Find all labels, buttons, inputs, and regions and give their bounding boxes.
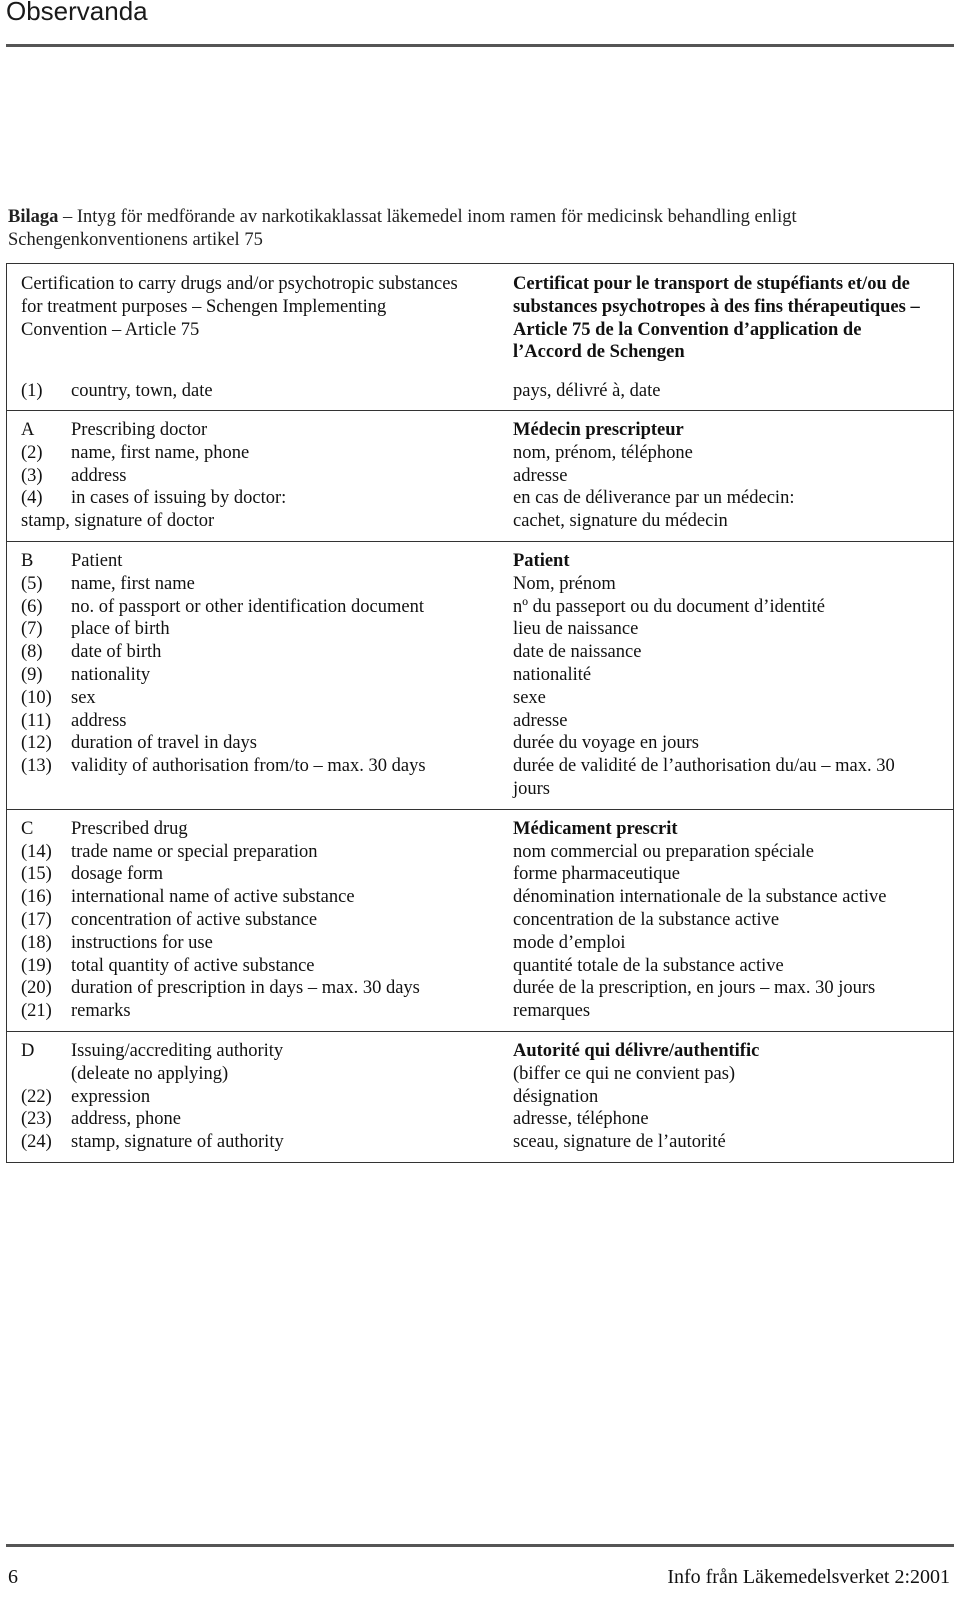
field-label-french: durée du voyage en jours — [513, 733, 699, 754]
field-label-french: durée de validité de l’authorisation du/au – max. 30 jours — [513, 756, 895, 799]
form-section — [7, 1031, 953, 1162]
field-number: (6) — [21, 596, 43, 617]
field-label-french: en cas de déliverance par un médecin: — [513, 488, 795, 509]
field-number: (12) — [21, 733, 52, 754]
section-heading-french: Médecin prescripteur — [513, 419, 684, 440]
field-label-english: place of birth — [71, 619, 170, 640]
field-number: B — [21, 550, 34, 571]
form-field-row — [21, 909, 953, 932]
field-label-french: (biffer ce qui ne convient pas) — [513, 1063, 736, 1084]
form-field-row — [21, 863, 953, 886]
section-heading-english: Prescribed drug — [71, 818, 188, 839]
form-header — [7, 264, 953, 371]
field-label-english: nationality — [71, 664, 151, 685]
form-section — [7, 541, 953, 809]
field-label-english: trade name or special preparation — [71, 841, 318, 862]
field-number: (3) — [21, 465, 43, 486]
section-heading-english: Issuing/accrediting authority — [71, 1040, 284, 1061]
field-label-french: mode d’emploi — [513, 932, 626, 953]
section-heading-row — [21, 550, 953, 573]
field-number: (14) — [21, 841, 52, 862]
field-label-french: nationalité — [513, 664, 592, 685]
publication-name: Info från Läkemedelsverket 2:2001 — [667, 1566, 950, 1588]
field-label-english: validity of authorisation from/to – max. 30 days — [71, 756, 426, 777]
field-label-english: country, town, date — [71, 381, 213, 402]
field-label-french: remarques — [513, 1001, 591, 1022]
field-number: (7) — [21, 619, 43, 640]
field-label-french: désignation — [513, 1086, 599, 1107]
form-field-row — [21, 755, 953, 801]
field-label-english: address — [71, 710, 127, 731]
form-section — [7, 371, 953, 410]
field-number — [21, 1063, 71, 1086]
top-rule — [6, 44, 954, 47]
field-label-french: nº du passeport ou du document d’identité — [513, 596, 825, 617]
field-label-french: forme pharmaceutique — [513, 864, 680, 885]
field-label-french: quantité totale de la substance active — [513, 955, 784, 976]
field-label-english: address, phone — [71, 1109, 181, 1130]
form-field-row — [21, 977, 953, 1000]
form-field-row — [21, 841, 953, 864]
field-label-english: total quantity of active substance — [71, 955, 315, 976]
field-number: (21) — [21, 1001, 52, 1022]
form-title-english: Certification to carry drugs and/or psychotropic substances for treatment purposes – Schengen Implementing Convention – Article 75 — [21, 274, 458, 340]
field-number: C — [21, 818, 34, 839]
field-number: (8) — [21, 642, 43, 663]
field-label-french: sceau, signature de l’autorité — [513, 1132, 726, 1153]
section-heading-row — [21, 818, 953, 841]
field-number: (4) — [21, 488, 43, 509]
field-label-french: dénomination internationale de la substance active — [513, 887, 887, 908]
form-field-row — [21, 1086, 953, 1109]
form-field-row — [21, 886, 953, 909]
field-number: (23) — [21, 1109, 52, 1130]
field-label-english: (deleate no applying) — [71, 1063, 229, 1084]
field-number: (16) — [21, 887, 52, 908]
field-label-english: date of birth — [71, 642, 162, 663]
field-number: (1) — [21, 381, 43, 402]
section-heading-english: Patient — [71, 550, 123, 571]
field-label-english: stamp, signature of authority — [71, 1132, 284, 1153]
field-label-english: concentration of active substance — [71, 909, 318, 930]
form-field-row — [21, 1108, 953, 1131]
field-number: (22) — [21, 1086, 52, 1107]
field-number: (2) — [21, 442, 43, 463]
field-label-french: adresse, téléphone — [513, 1109, 649, 1130]
field-number: (13) — [21, 756, 52, 777]
form-field-row — [21, 732, 953, 755]
field-label-english: remarks — [71, 1001, 131, 1022]
form-field-row — [21, 955, 953, 978]
form-field-row — [21, 487, 953, 510]
form-field-row — [21, 573, 953, 596]
field-label-english: name, first name, phone — [71, 442, 250, 463]
field-label-english: no. of passport or other identification document — [71, 596, 424, 617]
field-label-french: cachet, signature du médecin — [513, 511, 728, 532]
field-label-french: adresse — [513, 465, 568, 486]
form-field-row — [21, 932, 953, 955]
field-number: (5) — [21, 573, 43, 594]
section-heading-row — [21, 419, 953, 442]
field-label-english: stamp, signature of doctor — [21, 511, 215, 532]
field-number: (19) — [21, 955, 52, 976]
intro-paragraph — [8, 206, 956, 252]
form-field-row — [21, 465, 953, 488]
field-label-english: duration of travel in days — [71, 733, 257, 754]
form-field-row — [21, 596, 953, 619]
field-number: (24) — [21, 1132, 52, 1153]
section-heading-row — [21, 1040, 953, 1063]
form-field-row — [21, 1063, 953, 1086]
field-number: (10) — [21, 687, 52, 708]
page-number: 6 — [8, 1566, 18, 1588]
field-label-french: nom commercial ou preparation spéciale — [513, 841, 815, 862]
field-number: (9) — [21, 664, 43, 685]
field-label-english: duration of prescription in days – max. 30 days — [71, 978, 420, 999]
field-label-english: instructions for use — [71, 932, 213, 953]
form-field-row — [21, 710, 953, 733]
section-heading-french: Autorité qui délivre/authentific — [513, 1040, 760, 1061]
field-label-french: date de naissance — [513, 642, 642, 663]
form-field-row — [21, 510, 953, 533]
certificate-form — [6, 263, 954, 1163]
field-number: A — [21, 419, 35, 440]
section-heading-english: Prescribing doctor — [71, 419, 208, 440]
form-field-row — [21, 1131, 953, 1154]
field-label-french: sexe — [513, 687, 546, 708]
field-number: (18) — [21, 932, 52, 953]
field-label-english: address — [71, 465, 127, 486]
field-label-english: international name of active substance — [71, 887, 355, 908]
field-number: (20) — [21, 978, 52, 999]
form-field-row — [21, 380, 953, 403]
form-field-row — [21, 618, 953, 641]
field-label-french: nom, prénom, téléphone — [513, 442, 693, 463]
section-heading-french: Patient — [513, 550, 570, 571]
field-label-french: adresse — [513, 710, 568, 731]
field-label-english: in cases of issuing by doctor: — [71, 488, 287, 509]
field-label-french: durée de la prescription, en jours – max. 30 jours — [513, 978, 876, 999]
field-label-french: concentration de la substance active — [513, 909, 780, 930]
field-number: (11) — [21, 710, 52, 731]
field-label-french: Nom, prénom — [513, 573, 616, 594]
form-title-french: Certificat pour le transport de stupéfiants et/ou de substances psychotropes à des fins thérapeutiques – Article 75 de la Convention d’application de l’Accord de Schengen — [513, 274, 920, 363]
field-label-english: name, first name — [71, 573, 195, 594]
field-label-french: lieu de naissance — [513, 619, 639, 640]
form-field-row — [21, 687, 953, 710]
field-number: (17) — [21, 909, 52, 930]
form-field-row — [21, 442, 953, 465]
form-field-row — [21, 641, 953, 664]
field-label-english: dosage form — [71, 864, 163, 885]
bottom-rule — [6, 1544, 954, 1547]
form-section — [7, 410, 953, 541]
form-field-row — [21, 664, 953, 687]
field-number: (15) — [21, 864, 52, 885]
form-field-row — [21, 1000, 953, 1023]
section-heading-french: Médicament prescrit — [513, 818, 678, 839]
section-title: Observanda — [6, 0, 148, 26]
intro-text: – Intyg för medförande av narkotikaklassat läkemedel inom ramen för medicinsk behandling enligt Schengenkonventionens artikel 75 — [8, 207, 797, 250]
field-label-english: expression — [71, 1086, 151, 1107]
field-number: D — [21, 1040, 35, 1061]
field-label-english: sex — [71, 687, 96, 708]
form-section — [7, 809, 953, 1031]
field-label-french: pays, délivré à, date — [513, 381, 661, 402]
intro-label: Bilaga — [8, 207, 59, 227]
